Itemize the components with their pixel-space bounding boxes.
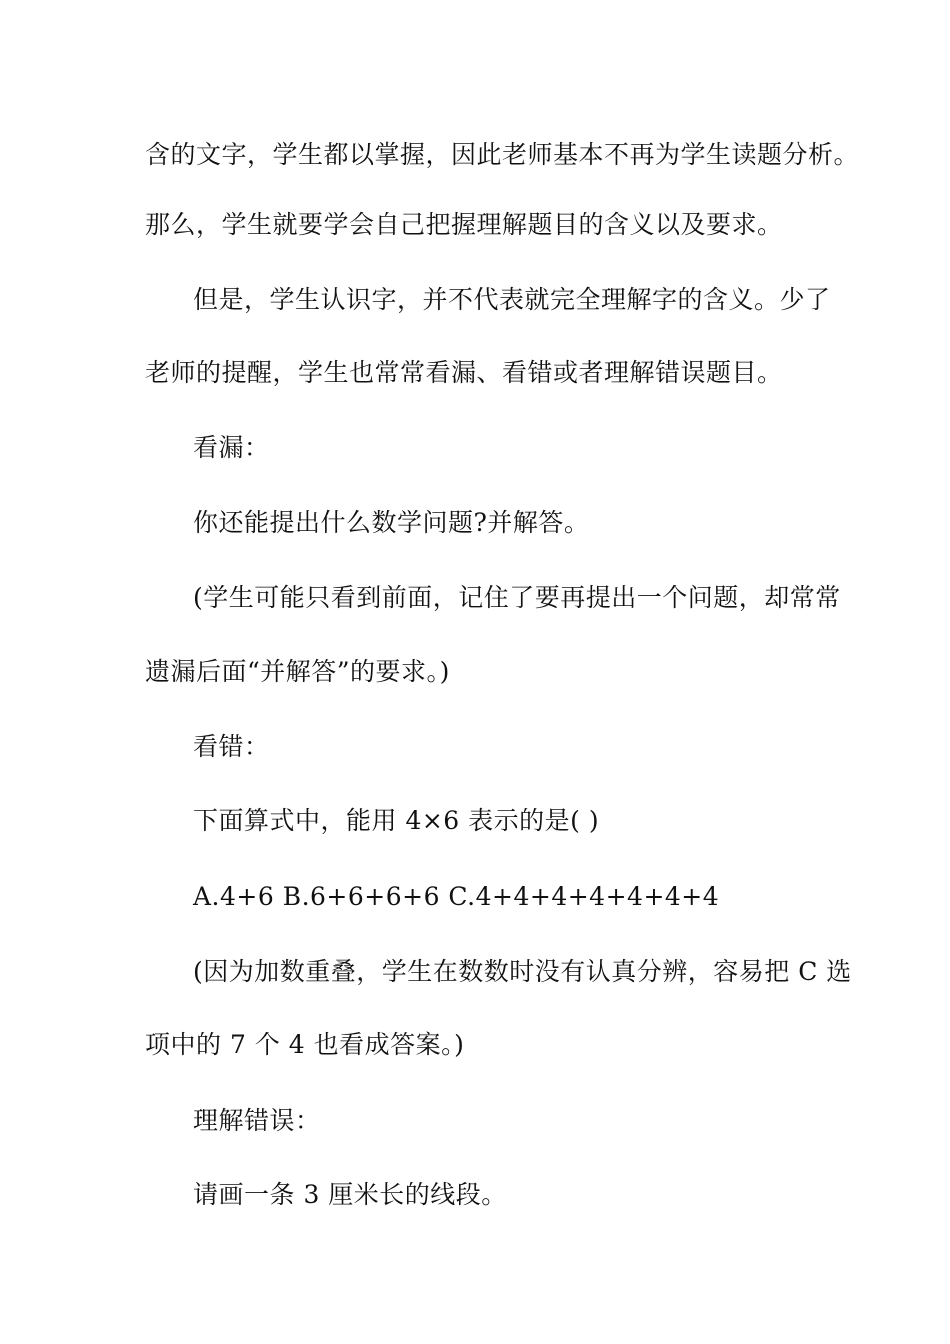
section-heading-miss: 看漏：	[193, 433, 270, 462]
paragraph-line-4: 老师的提醒，学生也常常看漏、看错或者理解错误题目。	[145, 358, 783, 387]
explanation-line-3: (因为加数重叠，学生在数数时没有认真分辨，容易把 C 选	[193, 957, 852, 986]
section-heading-misread: 看错：	[193, 732, 270, 761]
example-question-3: 请画一条 3 厘米长的线段。	[193, 1180, 507, 1209]
explanation-line-4: 项中的 7 个 4 也看成答案。)	[145, 1030, 465, 1059]
paragraph-line-1: 含的文字，学生都以掌握，因此老师基本不再为学生读题分析。	[145, 140, 860, 169]
example-question-2: 下面算式中，能用 4×6 表示的是( )	[193, 806, 600, 835]
section-heading-misunderstand: 理解错误：	[193, 1106, 321, 1135]
explanation-line-1: (学生可能只看到前面，记住了要再提出一个问题，却常常	[193, 583, 841, 612]
paragraph-line-3: 但是，学生认识字，并不代表就完全理解字的含义。少了	[193, 285, 831, 314]
answer-options: A.4+6 B.6+6+6+6 C.4+4+4+4+4+4+4	[193, 882, 720, 911]
example-question-1: 你还能提出什么数学问题?并解答。	[193, 508, 590, 537]
paragraph-line-2: 那么，学生就要学会自己把握理解题目的含义以及要求。	[145, 210, 783, 239]
explanation-line-2: 遗漏后面“并解答”的要求。)	[145, 657, 450, 686]
